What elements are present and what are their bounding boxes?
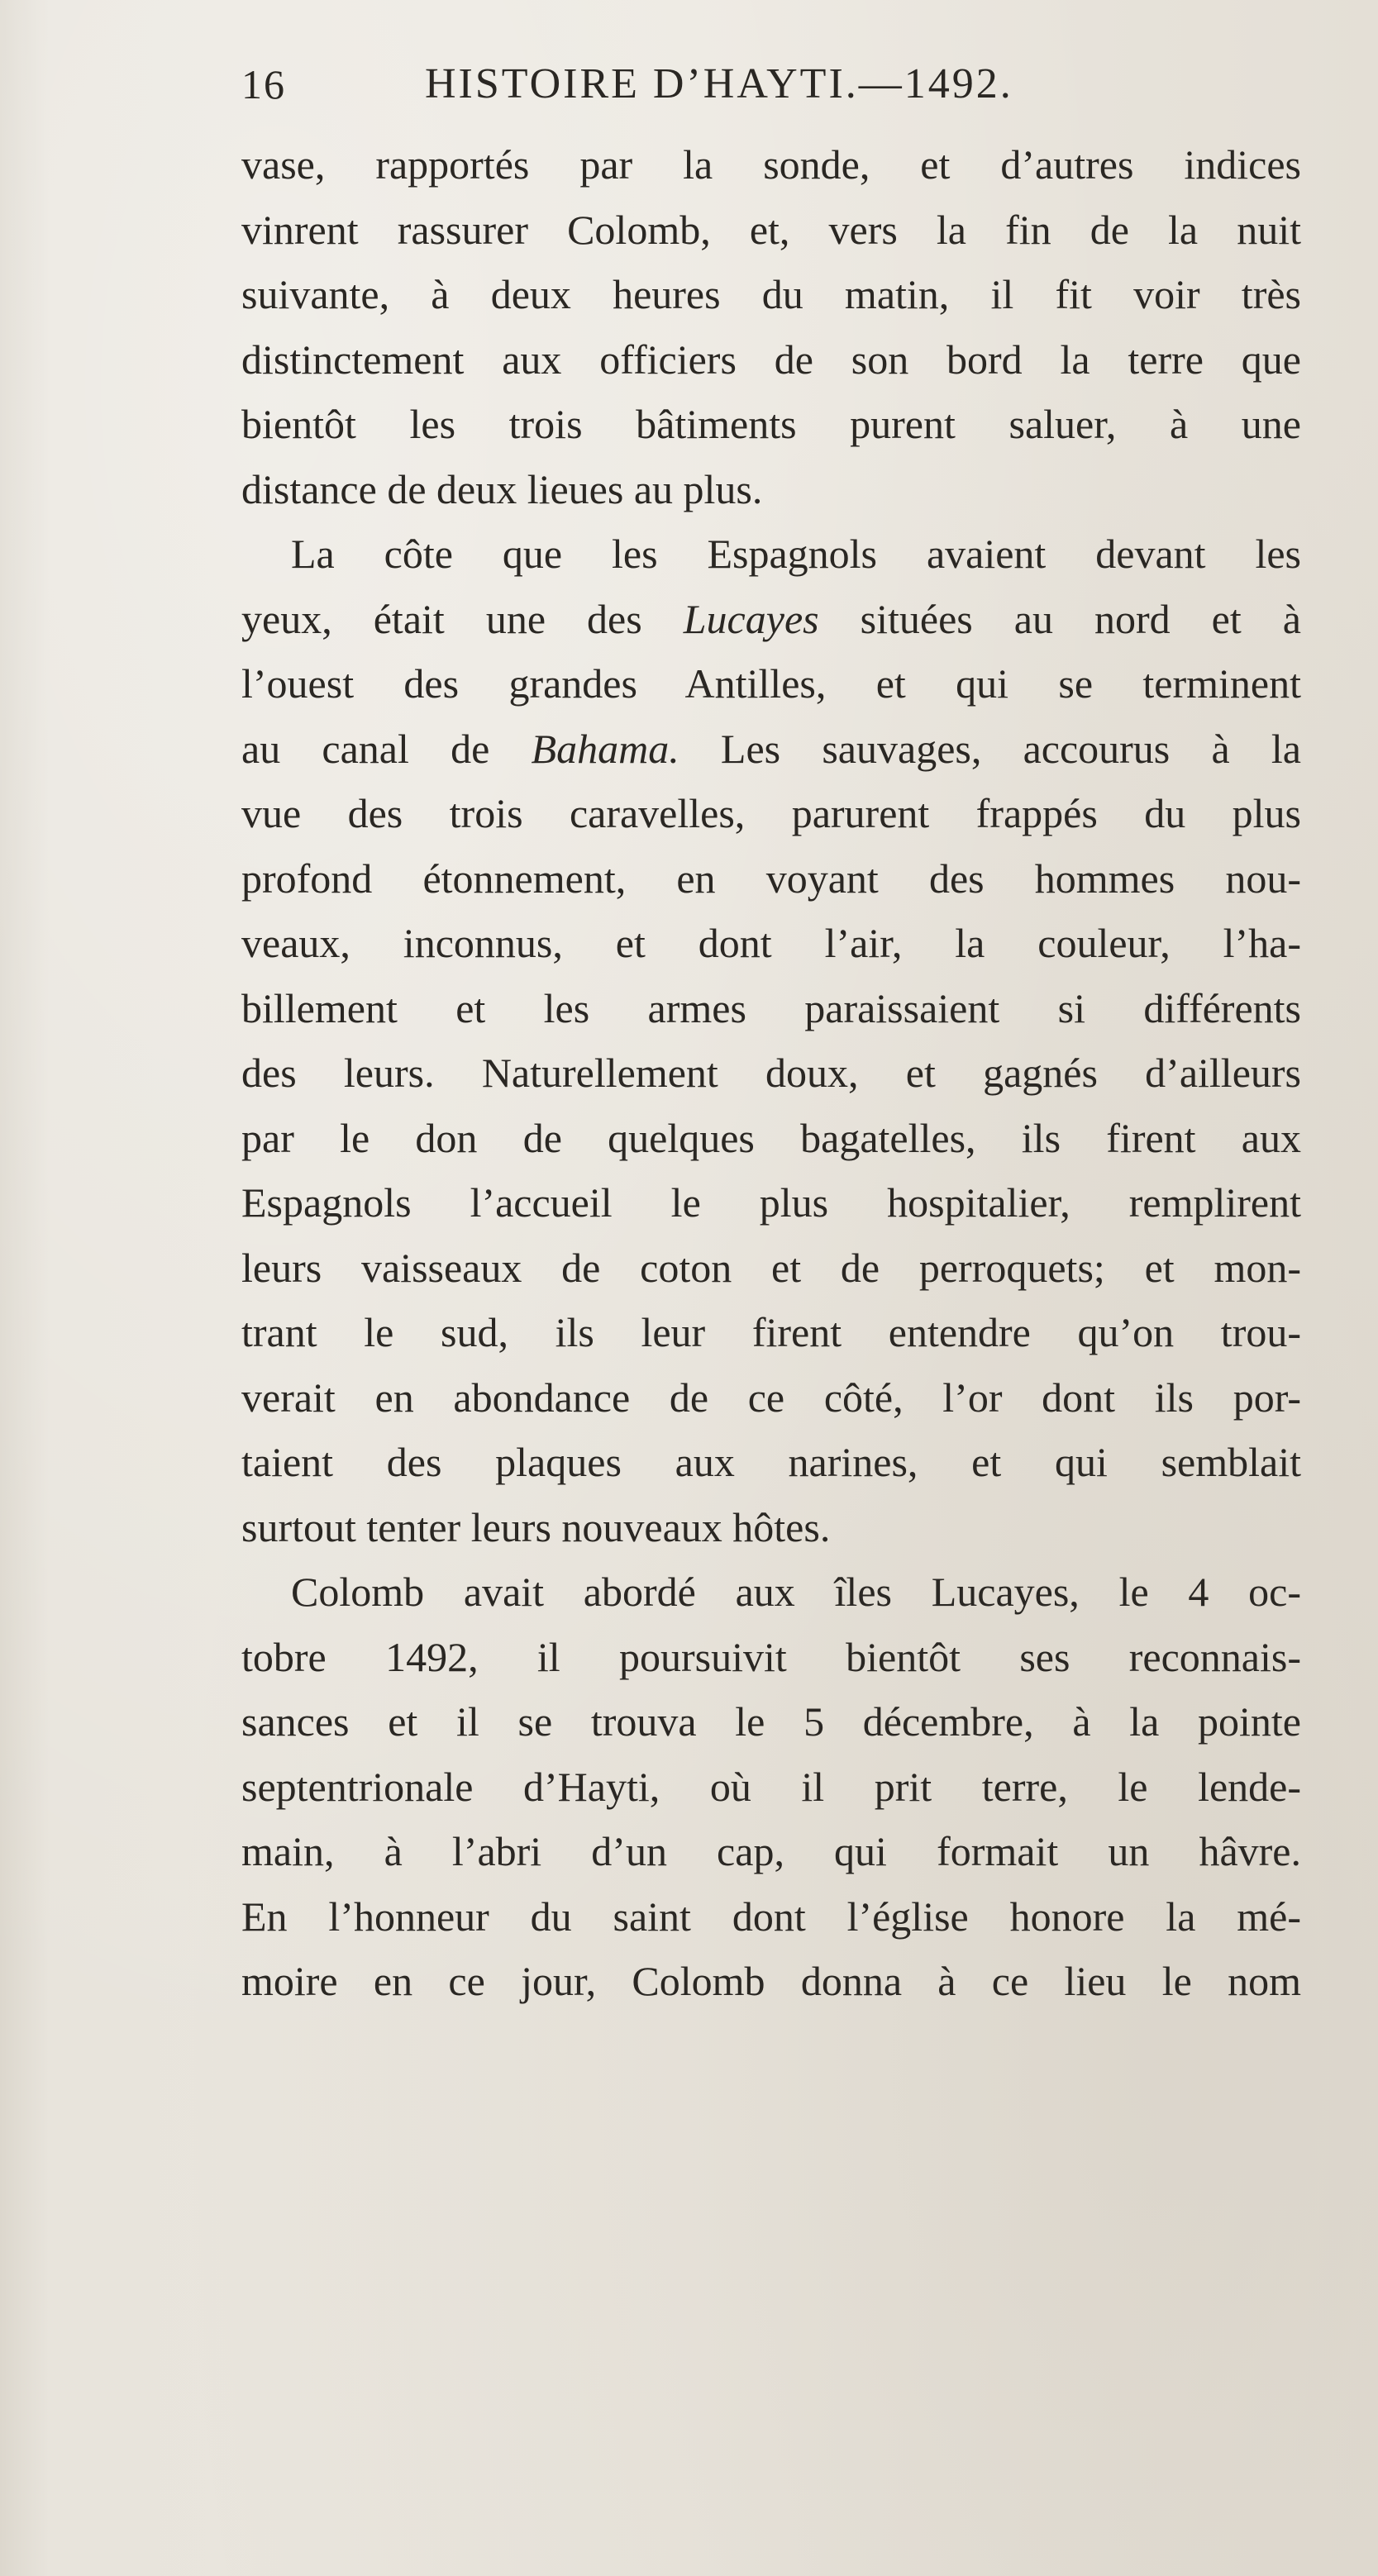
text-line: bientôt les trois bâtiments purent saluer, à une	[241, 401, 1301, 447]
italic-place-name: Lucayes	[683, 595, 819, 642]
text-line: distance de deux lieues au plus.	[241, 465, 763, 512]
text-line: des leurs. Naturellement doux, et gagnés d’ailleurs	[241, 1050, 1301, 1096]
page-number: 16	[241, 61, 286, 107]
text-line: sances et il se trouva le 5 décembre, à la pointe	[241, 1698, 1301, 1745]
text-line: surtout tenter leurs nouveaux hôtes.	[241, 1503, 831, 1550]
page-header	[241, 51, 1134, 117]
text-line: leurs vaisseaux de coton et de perroquets; et mon-	[241, 1244, 1301, 1291]
text-line: vase, rapportés par la sonde, et d’autres indices	[241, 141, 1301, 188]
text-line: billement et les armes paraissaient si différents	[241, 984, 1301, 1031]
text-line: tobre 1492, il poursuivit bientôt ses reconnais-	[241, 1633, 1301, 1680]
text-line: En l’honneur du saint dont l’église honore la mé-	[241, 1893, 1301, 1940]
text-line: profond étonnement, en voyant des hommes nou-	[241, 855, 1301, 902]
text-line: veaux, inconnus, et dont l’air, la couleur, l’ha-	[241, 920, 1301, 966]
text-line: La côte que les Espagnols avaient devant les	[291, 531, 1301, 577]
text-line: par le don de quelques bagatelles, ils firent aux	[241, 1114, 1301, 1161]
text-line: main, à l’abri d’un cap, qui formait un hâvre.	[241, 1828, 1301, 1874]
body-text	[241, 132, 1301, 2014]
text-line: au canal de Bahama. Les sauvages, accourus à la	[241, 725, 1301, 772]
text-line: Espagnols l’accueil le plus hospitalier, remplirent	[241, 1179, 1301, 1226]
text-line: l’ouest des grandes Antilles, et qui se terminent	[241, 660, 1301, 707]
text-line: yeux, était une des Lucayes situées au nord et à	[241, 595, 1301, 642]
text-line: vinrent rassurer Colomb, et, vers la fin de la nuit	[241, 206, 1301, 253]
text-line: trant le sud, ils leur firent entendre qu’on trou-	[241, 1309, 1301, 1355]
running-head: HISTOIRE D’HAYTI.—1492.	[425, 60, 1013, 107]
text-line: taient des plaques aux narines, et qui semblait	[241, 1439, 1301, 1485]
text-line: verait en abondance de ce côté, l’or dont ils por-	[241, 1374, 1301, 1421]
text-line: moire en ce jour, Colomb donna à ce lieu le nom	[241, 1958, 1301, 2004]
text-line: Colomb avait abordé aux îles Lucayes, le 4 oc-	[291, 1569, 1301, 1615]
text-line: suivante, à deux heures du matin, il fit voir très	[241, 271, 1301, 317]
italic-place-name: Bahama.	[531, 725, 679, 772]
text-line: septentrionale d’Hayti, où il prit terre, le lende-	[241, 1763, 1301, 1810]
text-line: distinctement aux officiers de son bord la terre que	[241, 336, 1301, 383]
text-line: vue des trois caravelles, parurent frappés du plus	[241, 790, 1301, 836]
